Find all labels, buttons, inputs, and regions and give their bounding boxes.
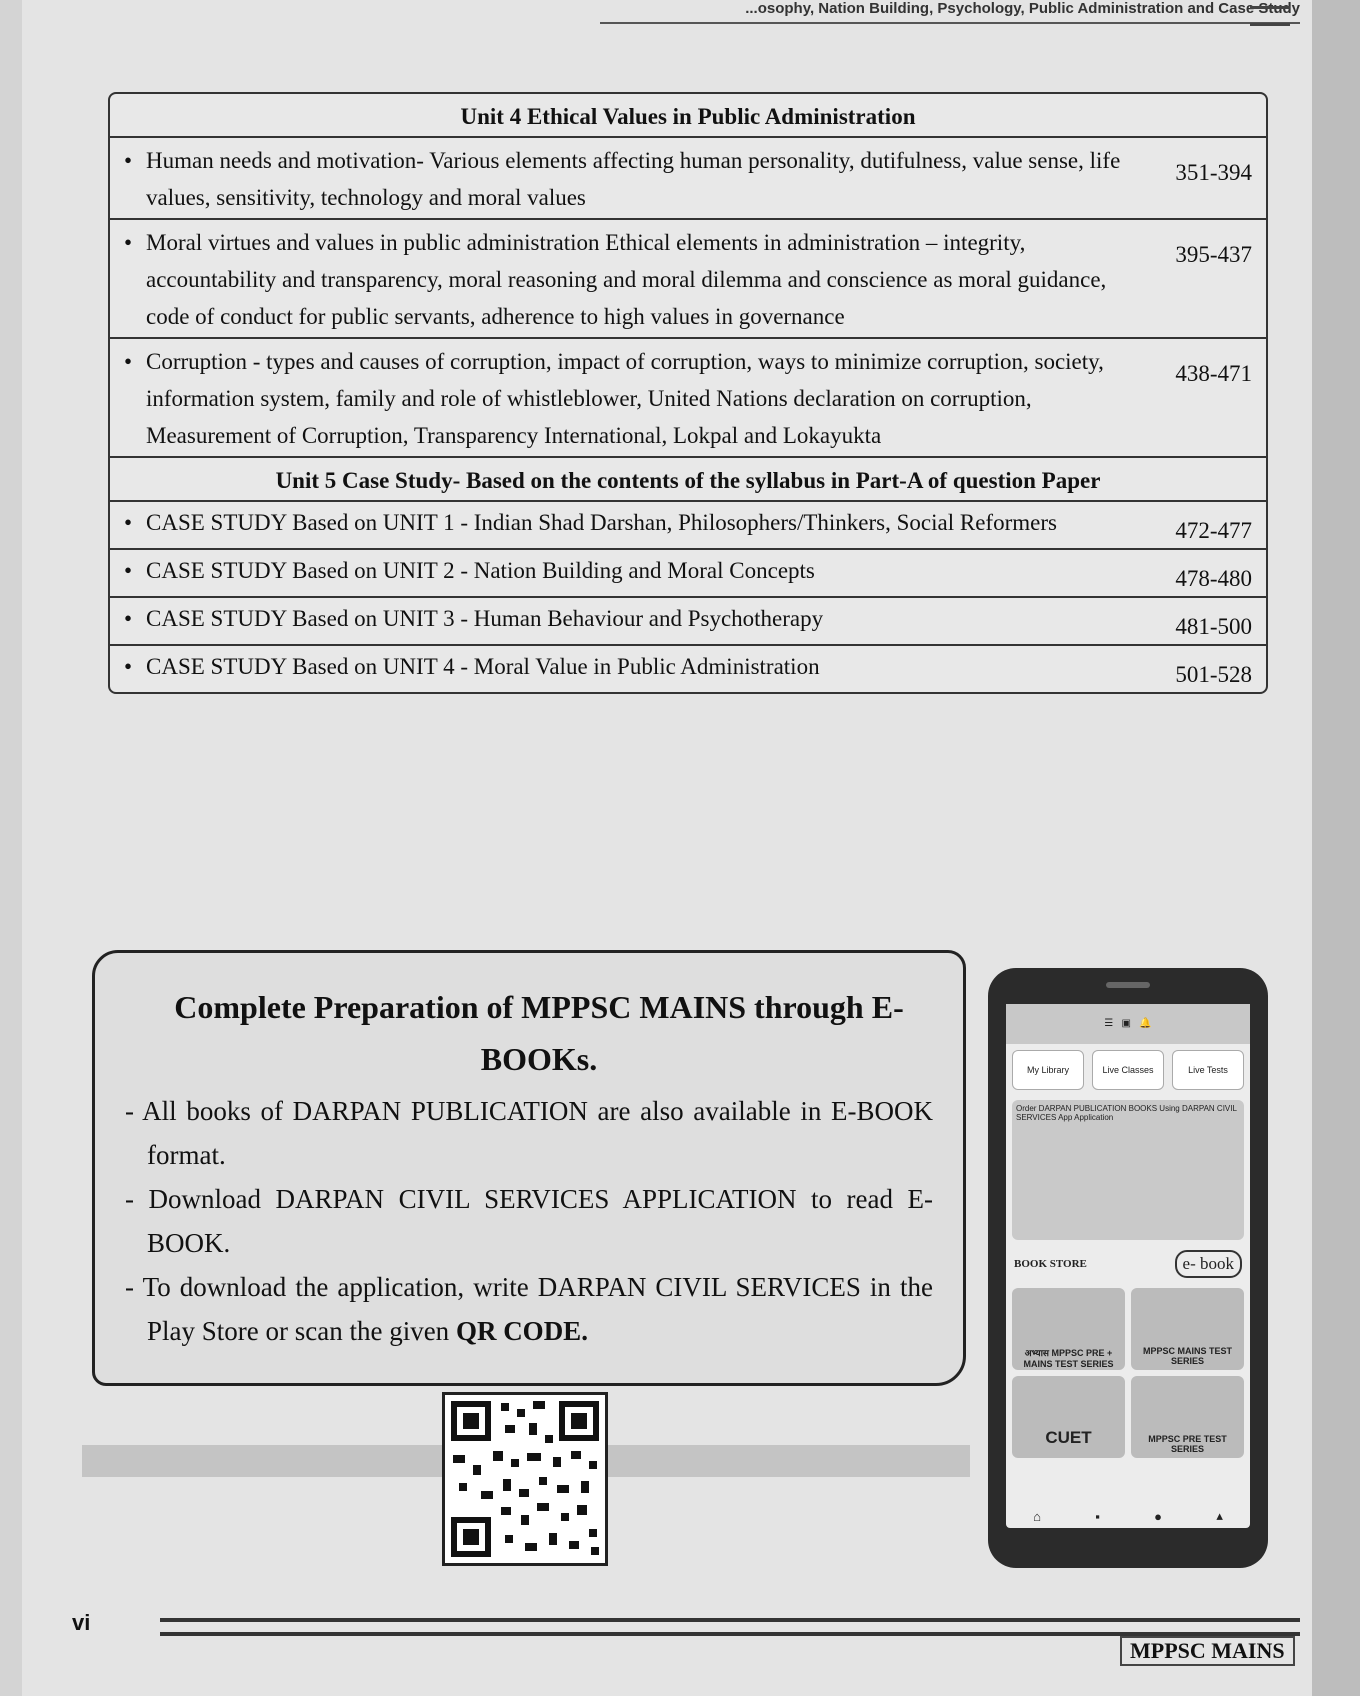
row-text: • Human needs and motivation- Various elements affecting human personality, dutifulness, value sense, life values, sensitivity, technology and moral values <box>110 138 1142 218</box>
row-text: • CASE STUDY Based on UNIT 1 - Indian Shad Darshan, Philosophers/Thinkers, Social Reformers <box>110 502 1142 548</box>
phone-screen <box>1006 1004 1250 1528</box>
tile-mains-test-series: MPPSC MAINS TEST SERIES <box>1131 1288 1244 1370</box>
promo-point: - Download DARPAN CIVIL SERVICES APPLICATION to read E-BOOK. <box>125 1184 933 1258</box>
row-text: • Corruption - types and causes of corruption, impact of corruption, ways to minimize corruption, society, information system, family and role of whistleblower, United Nations declaration on corruption, Measurement of Corruption, Transparency International, Lokpal and Lokayukta <box>110 339 1142 456</box>
row-pages: 478-480 <box>1175 566 1252 591</box>
table-row <box>110 598 1266 646</box>
cart-icon: ▴ <box>1216 1508 1223 1523</box>
phone-app-mockup <box>988 968 1268 1568</box>
row-text: • CASE STUDY Based on UNIT 3 - Human Behaviour and Psychotherapy <box>110 598 1142 644</box>
row-text: • Moral virtues and values in public administration Ethical elements in administration – integrity, accountability and transparency, moral reasoning and moral dilemma and conscience as moral guidance, code of conduct for public servants, adherence to high values in governance <box>110 220 1142 337</box>
phone-speaker <box>1106 982 1150 988</box>
tile-abhyas: अभ्यास MPPSC PRE + MAINS TEST SERIES <box>1012 1288 1125 1370</box>
running-header: ...osophy, Nation Building, Psychology, Public Administration and Case Study <box>600 0 1300 24</box>
table-row <box>110 550 1266 598</box>
book-store-label: BOOK STORE <box>1014 1258 1087 1270</box>
qr-code-mention: QR CODE. <box>455 1316 588 1346</box>
row-text: • CASE STUDY Based on UNIT 2 - Nation Building and Moral Concepts <box>110 550 1142 596</box>
app-bottom-nav <box>1006 1504 1250 1528</box>
table-row <box>110 646 1266 692</box>
app-top-bar: ☰ ▣ 🔔 <box>1006 1004 1250 1044</box>
table-row <box>110 339 1266 458</box>
promo-point: - All books of DARPAN PUBLICATION are also available in E-BOOK format. <box>125 1096 933 1170</box>
home-icon: ⌂ <box>1033 1508 1041 1524</box>
row-pages: 351-394 <box>1175 160 1252 185</box>
promo-point <box>125 1265 933 1353</box>
tile-pre-test-series: MPPSC PRE TEST SERIES <box>1131 1376 1244 1458</box>
row-pages: 501-528 <box>1175 662 1252 687</box>
app-banner: Order DARPAN PUBLICATION BOOKS Using DARPAN CIVIL SERVICES App Application <box>1012 1100 1244 1240</box>
tile-cuet: CUET <box>1012 1376 1125 1458</box>
my-library-button: My Library <box>1012 1050 1084 1090</box>
promo-title: Complete Preparation of MPPSC MAINS through E-BOOKs. <box>174 989 904 1077</box>
promo-point-text: - To download the application, write DARPAN CIVIL SERVICES in the Play Store or scan the given <box>125 1272 933 1346</box>
ebook-promo-box <box>92 950 966 1386</box>
row-text: • CASE STUDY Based on UNIT 4 - Moral Value in Public Administration <box>110 646 1142 692</box>
row-pages: 481-500 <box>1175 614 1252 639</box>
header-decoration <box>1250 6 1290 26</box>
app-tiles <box>1006 1284 1250 1462</box>
unit-5-heading: Unit 5 Case Study- Based on the contents of the syllabus in Part-A of question Paper <box>110 458 1266 502</box>
page-edge <box>1312 0 1360 1696</box>
row-pages: 472-477 <box>1175 518 1252 543</box>
table-row <box>110 502 1266 550</box>
app-store-row <box>1006 1244 1250 1284</box>
table-row <box>110 138 1266 220</box>
row-pages: 395-437 <box>1175 242 1252 267</box>
contents-table <box>108 92 1268 694</box>
live-classes-button: Live Classes <box>1092 1050 1164 1090</box>
live-tests-button: Live Tests <box>1172 1050 1244 1090</box>
footer-rule <box>160 1618 1300 1636</box>
app-quick-links <box>1006 1044 1250 1096</box>
footer-brand: MPPSC MAINS <box>1120 1636 1295 1666</box>
circle-icon: ● <box>1154 1508 1163 1524</box>
unit-4-heading: Unit 4 Ethical Values in Public Administration <box>110 94 1266 138</box>
page-number: vi <box>72 1610 91 1635</box>
row-pages: 438-471 <box>1175 361 1252 386</box>
book-icon: ▪ <box>1095 1508 1100 1524</box>
table-row <box>110 220 1266 339</box>
promo-list <box>125 1089 933 1353</box>
ebook-label: e- book <box>1175 1250 1242 1278</box>
qr-code-icon <box>442 1392 608 1566</box>
